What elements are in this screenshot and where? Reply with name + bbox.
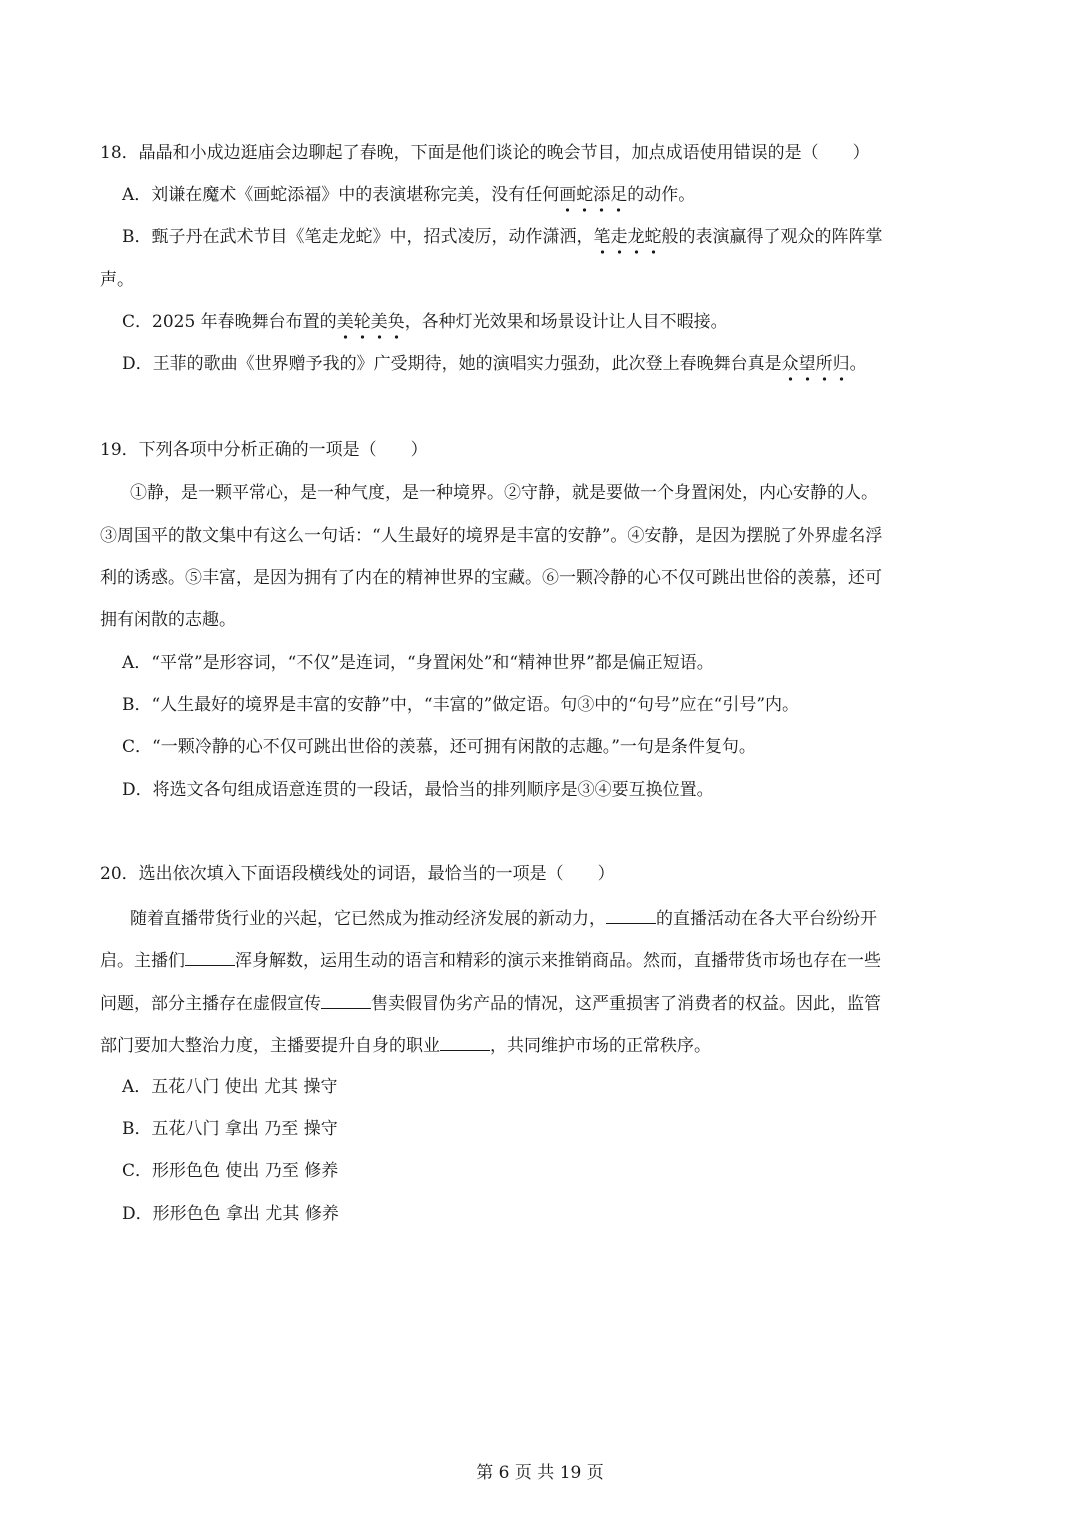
q20-option-c: C．形形色色 使出 乃至 修养 [122, 1161, 339, 1181]
q18-option-b: B．甄子丹在武术节目《笔走龙蛇》中，招式凌厉，动作潇洒，笔走龙蛇般的表演赢得了观众的阵阵掌 [122, 225, 1012, 249]
fill-blank [185, 947, 235, 966]
q20-passage-line: 随着直播带货行业的兴起，它已然成为推动经济发展的新动力， 的直播活动在各大平台纷纷开 [130, 905, 1020, 929]
q19-stem: 19．下列各项中分析正确的一项是（ ） [100, 440, 428, 460]
q20-option-b: B．五花八门 拿出 乃至 操守 [122, 1119, 338, 1139]
fill-blank [321, 990, 371, 1009]
q18-option-d: D．王菲的歌曲《世界赠予我的》广受期待，她的演唱实力强劲，此次登上春晚舞台真是众望所归。 [122, 352, 1012, 376]
q20-option-d: D．形形色色 拿出 尤其 修养 [122, 1204, 339, 1224]
q20-passage-line: 部门要加大整治力度，主播要提升自身的职业 ，共同维护市场的正常秩序。 [100, 1032, 990, 1056]
q19-option-b: B．“人生最好的境界是丰富的安静”中，“丰富的”做定语。句③中的“句号”应在“引号”内。 [122, 695, 800, 715]
q19-option-d: D．将选文各句组成语意连贯的一段话，最恰当的排列顺序是③④要互换位置。 [122, 780, 714, 800]
q19-passage-line: 拥有闲散的志趣。 [100, 610, 236, 630]
q19-passage-line: ③周国平的散文集中有这么一句话：“人生最好的境界是丰富的安静”。④安静，是因为摆脱了外界虚名浮 [100, 526, 883, 546]
q19-option-a: A．“平常”是形容词，“不仅”是连词，“身置闲处”和“精神世界”都是偏正短语。 [122, 653, 714, 673]
q19-passage-line: 利的诱惑。⑤丰富，是因为拥有了内在的精神世界的宝藏。⑥一颗冷静的心不仅可跳出世俗的羡慕，还可 [100, 568, 882, 588]
q19-option-c: C．“一颗冷静的心不仅可跳出世俗的羡慕，还可拥有闲散的志趣。”一句是条件复句。 [122, 737, 756, 757]
q20-passage-line: 启。主播们 浑身解数，运用生动的语言和精彩的演示来推销商品。然而，直播带货市场也存在一些 [100, 947, 990, 971]
q18-option-c: C．2025 年春晚舞台布置的美轮美奂，各种灯光效果和场景设计让人目不暇接。 [122, 310, 1012, 334]
emphasis-dots: 美轮美奂 [337, 312, 405, 340]
emphasis-dots: 画蛇添足 [559, 185, 627, 213]
emphasis-dots: 笔走龙蛇 [594, 227, 662, 255]
q20-stem: 20．选出依次填入下面语段横线处的词语，最恰当的一项是（ ） [100, 864, 615, 884]
q19-passage-line: ①静，是一颗平常心，是一种气度，是一种境界。②守静，就是要做一个身置闲处，内心安静的人。 [130, 483, 878, 503]
q20-passage-line: 问题，部分主播存在虚假宣传 售卖假冒伪劣产品的情况，这严重损害了消费者的权益。因此，监管 [100, 990, 990, 1014]
q20-option-a: A．五花八门 使出 尤其 操守 [122, 1077, 338, 1097]
emphasis-dots: 众望所归 [782, 354, 850, 382]
fill-blank [606, 905, 656, 924]
fill-blank [440, 1032, 490, 1051]
q18-option-b-cont: 声。 [100, 270, 134, 290]
page-number: 第 6 页 共 19 页 [476, 1463, 604, 1483]
q18-stem: 18．晶晶和小成边逛庙会边聊起了春晚，下面是他们谈论的晚会节目，加点成语使用错误的是（ ） [100, 143, 870, 163]
q18-option-a: A．刘谦在魔术《画蛇添福》中的表演堪称完美，没有任何画蛇添足的动作。 [122, 183, 1012, 207]
